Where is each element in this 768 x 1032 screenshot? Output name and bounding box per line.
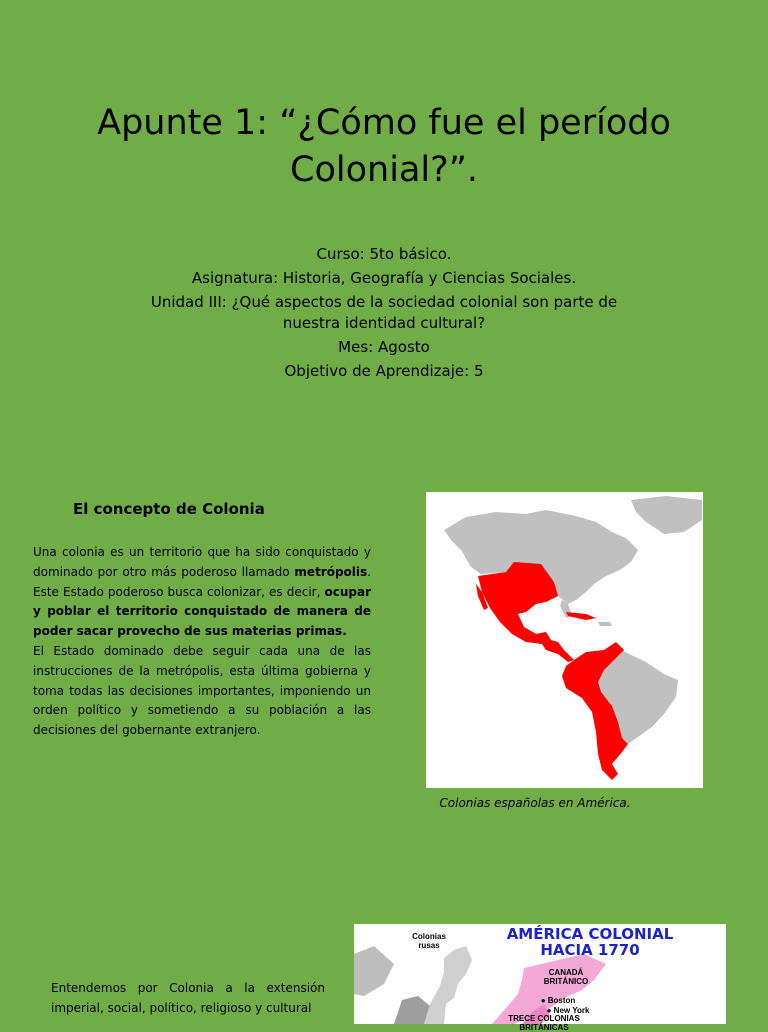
course-info bbox=[120, 244, 648, 385]
definition-text-b: . Este Estado poderoso busca colonizar, es decir, bbox=[33, 564, 371, 599]
definition-text-a: Una colonia es un territorio que ha sido conquistado y dominado por otro más poderoso llamado bbox=[33, 545, 371, 579]
section-heading: El concepto de Colonia bbox=[73, 500, 265, 518]
hispaniola-shape bbox=[598, 622, 612, 626]
americas-map-svg bbox=[426, 492, 703, 788]
page-title: Apunte 1: “¿Cómo fue el período Colonial?”. bbox=[97, 103, 671, 190]
new-york-label: ● New York bbox=[546, 1006, 590, 1015]
boston-text: Boston bbox=[547, 996, 576, 1005]
new-york-text: New York bbox=[553, 1006, 590, 1015]
boston-label: ● Boston bbox=[540, 996, 576, 1005]
subject-line: Asignatura: Historia, Geografía y Ciencias Sociales. bbox=[191, 269, 577, 287]
colonial-america-1770-map bbox=[354, 924, 726, 1032]
definition-paragraph-2: El Estado dominado debe seguir cada una de las instrucciones de la metrópolis, esta última gobierna y toma todas las decisiones importantes, imponiendo un orden político y sometiendo a su población a las decisiones del gobernante extranjero. bbox=[33, 643, 371, 738]
definition-bold-metropolis: metrópolis bbox=[294, 564, 368, 579]
colony-explanation: Entendemos por Colonia a la extensión imperial, social, político, religioso y cultural bbox=[51, 981, 325, 1015]
map2-title bbox=[454, 926, 726, 958]
month-line: Mes: Agosto bbox=[338, 338, 430, 356]
british-text: BRITÁNICAS bbox=[519, 1023, 569, 1032]
map2-title-line2: HACIA 1770 bbox=[540, 941, 640, 959]
thirteen-colonies-label bbox=[504, 1014, 584, 1032]
definition-bold-purpose: ocupar y poblar el territorio conquistado de manera de poder sacar provecho de sus materias primas. bbox=[33, 584, 371, 639]
unit-line: Unidad III: ¿Qué aspectos de la sociedad colonial son parte de nuestra identidad cultural? bbox=[150, 293, 618, 332]
thirteen-colonies-text: TRECE COLONIAS bbox=[508, 1014, 580, 1023]
russian-colonies-label: Colonias rusas bbox=[412, 932, 446, 950]
map2-title-line1: AMÉRICA COLONIAL bbox=[506, 925, 674, 943]
objective-line: Objetivo de Aprendizaje: 5 bbox=[284, 362, 484, 380]
colony-definition bbox=[33, 543, 371, 741]
course-line: Curso: 5to básico. bbox=[316, 245, 452, 263]
spanish-colonies-map bbox=[426, 492, 703, 788]
british-canada-label: CANADÁ BRITÁNICO bbox=[543, 968, 589, 986]
map-caption: Colonias españolas en América. bbox=[439, 796, 631, 810]
